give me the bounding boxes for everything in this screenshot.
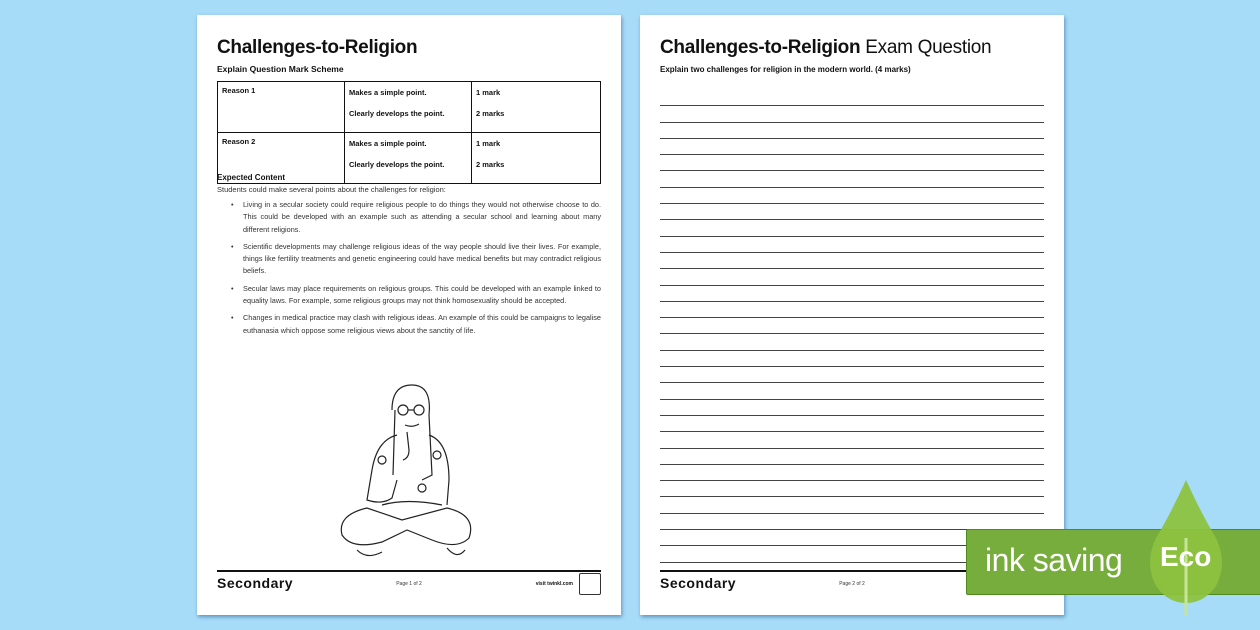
page-number: Page 1 of 2 [396, 581, 422, 587]
thinking-student-illustration [337, 380, 477, 565]
answer-line [660, 155, 1044, 171]
answer-lines [660, 90, 1044, 563]
page-subtitle: Explain Question Mark Scheme [217, 64, 344, 74]
answer-line [660, 106, 1044, 122]
answer-line [660, 90, 1044, 106]
marks: 2 marks [476, 160, 505, 169]
answer-line [660, 400, 1044, 416]
answer-line [660, 269, 1044, 285]
marks: 1 mark [476, 139, 501, 148]
title-light: Exam Question [865, 37, 992, 58]
ink-saving-text: ink saving [985, 542, 1123, 578]
mark-scheme-table [217, 81, 601, 184]
answer-line [660, 302, 1044, 318]
table-row [218, 82, 601, 133]
answer-line [660, 171, 1044, 187]
expected-content-list [217, 199, 601, 342]
twinkl-logo-icon [579, 573, 601, 595]
answer-line [660, 253, 1044, 269]
footer-level: Secondary [660, 575, 737, 591]
list-item: • Living in a secular society could require religious people to do things they would not otherwise choose to do. This could be developed with an example such as attending a secular school and learning about many different religions. [243, 199, 601, 236]
list-item: • Secular laws may place requirements on religious groups. This could be developed with an example linked to equality laws. For example, some religious groups may not think homosexuality should be accepted. [243, 283, 601, 308]
page-title [660, 37, 991, 59]
answer-line [660, 188, 1044, 204]
title-bold: Challenges-to-Religion [660, 37, 861, 58]
criteria: Clearly develops the point. [349, 160, 445, 169]
answer-line [660, 449, 1044, 465]
exam-question-page [640, 15, 1064, 615]
answer-line [660, 318, 1044, 334]
page-title: Challenges-to-Religion [217, 37, 418, 58]
footer-link[interactable]: visit twinkl.com [535, 581, 573, 587]
answer-line [660, 481, 1044, 497]
footer-level: Secondary [217, 575, 294, 591]
expected-content-intro: Students could make several points about the challenges for religion: [217, 185, 446, 194]
eco-label: Eco [1160, 541, 1212, 572]
criteria: Makes a simple point. [349, 139, 427, 148]
answer-line [660, 383, 1044, 399]
footer-divider [217, 570, 601, 572]
expected-content-heading: Expected Content [217, 173, 286, 182]
list-item: • Scientific developments may challenge religious ideas of the way people should live their lives. For example, things like fertility treatments and genetic engineering could have medical benefits but may contradict religious beliefs. [243, 241, 601, 278]
marks-cell [472, 82, 601, 133]
answer-line [660, 204, 1044, 220]
answer-line [660, 514, 1044, 530]
answer-line [660, 220, 1044, 236]
list-item: • Changes in medical practice may clash with religious ideas. An example of this could be campaigns to legalise euthanasia which oppose some religious views about the sanctity of life. [243, 312, 601, 337]
answer-line [660, 465, 1044, 481]
answer-line [660, 432, 1044, 448]
criteria-cell [345, 82, 472, 133]
marks: 1 mark [476, 88, 501, 97]
answer-line [660, 367, 1044, 383]
answer-line [660, 334, 1044, 350]
marks-cell [472, 133, 601, 184]
answer-line [660, 497, 1044, 513]
answer-line [660, 351, 1044, 367]
answer-line [660, 139, 1044, 155]
answer-line [660, 237, 1044, 253]
answer-line [660, 123, 1044, 139]
answer-line [660, 416, 1044, 432]
mark-scheme-page [197, 15, 621, 615]
criteria-cell [345, 133, 472, 184]
answer-line [660, 286, 1044, 302]
exam-question: Explain two challenges for religion in the modern world. (4 marks) [660, 65, 911, 74]
marks: 2 marks [476, 109, 505, 118]
page-number: Page 2 of 2 [839, 581, 865, 587]
criteria: Clearly develops the point. [349, 109, 445, 118]
reason-cell: Reason 1 [218, 82, 345, 133]
reason-cell: Reason 2 [218, 133, 345, 184]
criteria: Makes a simple point. [349, 88, 427, 97]
